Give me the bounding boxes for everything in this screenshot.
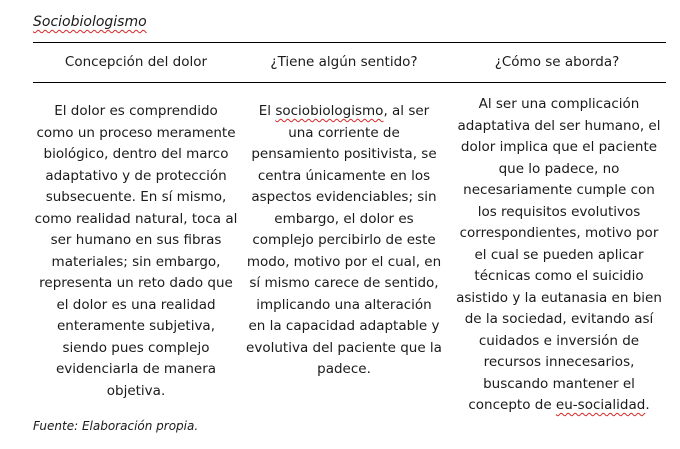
column-header-approach: ¿Cómo se aborda? [494, 54, 620, 70]
cell-pain-concept: El dolor es comprendido como un proceso meramente biológico, dentro del marco adaptativo y de protección subsecuente. En sí mismo, como realidad natural, toca al ser humano en sus fibras materiales; sin embargo, representa un reto dado que el dolor es una realidad enteramente subjetiva, siendo pues complejo evidenciarla de manera objetiva. [34, 103, 238, 399]
cell-approach-end: . [645, 397, 650, 413]
cell-meaning [246, 101, 442, 381]
cell-approach-main: Al ser una complicación adaptativa del ser humano, el dolor implica que el paciente que lo padece, no necesariamente cumple con los requisitos evolutivos correspondientes, motivo por el cual se pueden aplicar técnicas como el suicidio asistido y la eutanasia en bien de la sociedad, evitando así cuidados e inversión de recursos innecesarios, buscando mantener el concepto de [456, 96, 662, 413]
table-title: Sociobiologismo [33, 14, 147, 30]
table-header-rule [33, 82, 666, 83]
cell-meaning-prefix: El [258, 103, 276, 119]
column-header-pain-concept: Concepción del dolor [64, 54, 208, 70]
table-top-rule [33, 42, 666, 43]
cell-meaning-term: sociobiologismo [275, 103, 384, 119]
cell-meaning-rest: , al ser una corriente de pensamiento positivista, se centra únicamente en los aspectos evidenciables; sin embargo, el dolor es complejo percibirlo de este modo, motivo por el cual, en sí mismo carece de sentido, implicando una alteración en la capacidad adaptable y evolutiva del paciente que la padece. [246, 103, 442, 377]
column-header-meaning: ¿Tiene algún sentido? [270, 54, 418, 70]
source-note: Fuente: Elaboración propia. [33, 419, 199, 433]
cell-approach-term: eu-socialidad [555, 397, 646, 413]
cell-approach [454, 94, 664, 417]
